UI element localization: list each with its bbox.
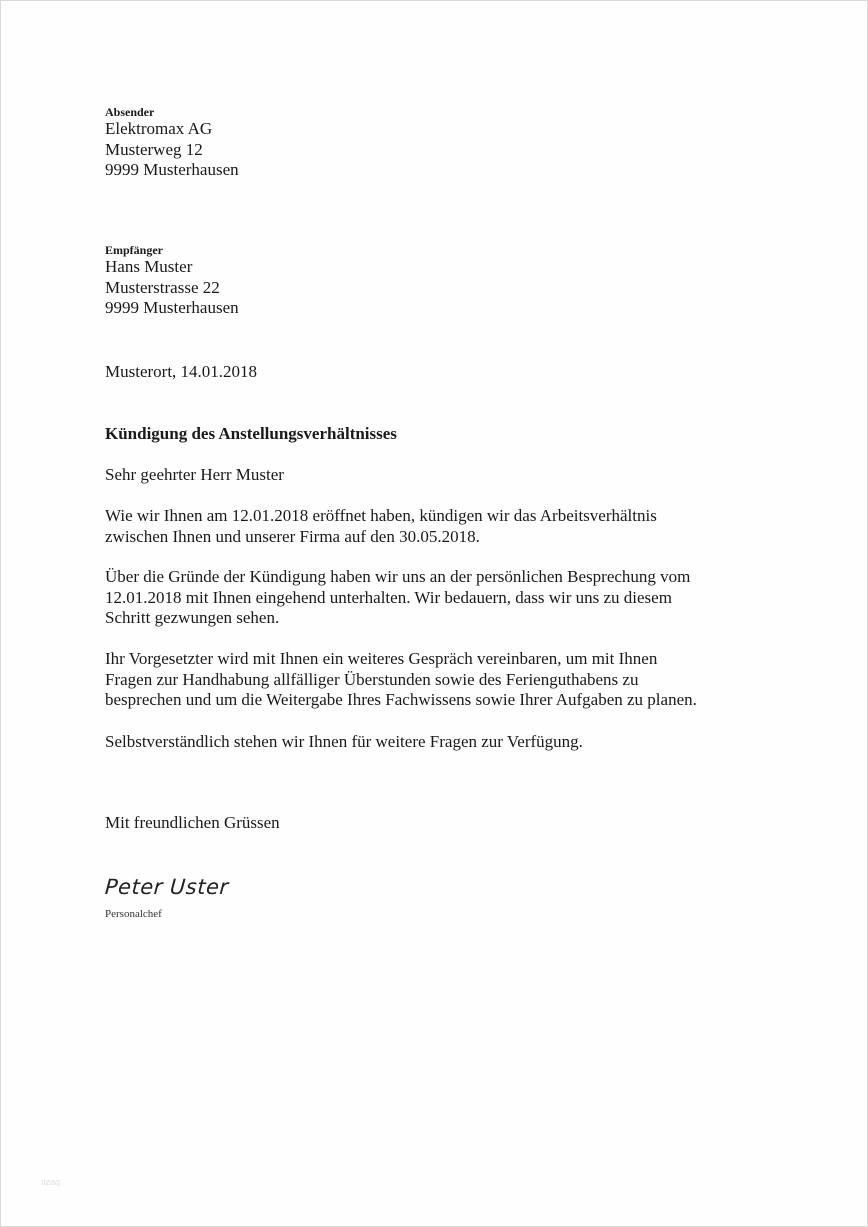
- paragraph-line: Wie wir Ihnen am 12.01.2018 eröffnet haben, kündigen wir das Arbeitsverhältnis: [105, 506, 657, 525]
- handwritten-signature: Peter Uster: [104, 875, 230, 899]
- paragraph-2: [105, 567, 690, 629]
- closing: [105, 813, 280, 834]
- paragraph-3: [105, 649, 697, 711]
- sender-label: Absender: [105, 105, 155, 119]
- paragraph-line: Schritt gezwungen sehen.: [105, 608, 280, 627]
- paragraph-line: Selbstverständlich stehen wir Ihnen für weitere Fragen zur Verfügung.: [105, 732, 583, 751]
- paragraph-4: [105, 732, 583, 753]
- recipient-street: Musterstrasse 22: [105, 277, 220, 297]
- paragraph-line: Ihr Vorgesetzter wird mit Ihnen ein weiteres Gespräch vereinbaren, um mit Ihnen: [105, 649, 658, 668]
- sender-block: [105, 105, 239, 181]
- watermark: tizaq: [41, 1177, 61, 1187]
- date-line: [105, 362, 257, 383]
- recipient-city: 9999 Musterhausen: [105, 298, 239, 317]
- recipient-block: [105, 243, 239, 319]
- salutation-text: Sehr geehrter Herr Muster: [105, 465, 284, 484]
- subject-text: Kündigung des Anstellungsverhältnisses: [105, 424, 397, 443]
- paragraph-line: zwischen Ihnen und unserer Firma auf den 30.05.2018.: [105, 526, 480, 546]
- paragraph-line: besprechen und um die Weitergabe Ihres Fachwissens sowie Ihrer Aufgaben zu planen.: [105, 690, 697, 709]
- paragraph-line: Fragen zur Handhabung allfälliger Überstunden sowie des Ferienguthabens zu: [105, 669, 639, 689]
- recipient-name: Hans Muster: [105, 257, 193, 276]
- sender-street: Musterweg 12: [105, 139, 203, 159]
- recipient-label: Empfänger: [105, 243, 163, 257]
- paragraph-1: [105, 506, 657, 547]
- subject-line: [105, 424, 397, 445]
- paragraph-line: 12.01.2018 mit Ihnen eingehend unterhalten. Wir bedauern, dass wir uns zu diesem: [105, 587, 672, 607]
- sender-company: Elektromax AG: [105, 119, 213, 138]
- date-text: Musterort, 14.01.2018: [105, 362, 258, 381]
- closing-text: Mit freundlichen Grüssen: [105, 813, 280, 832]
- salutation: [105, 465, 284, 486]
- signer-role: Personalchef: [105, 908, 162, 920]
- sender-city: 9999 Musterhausen: [105, 160, 239, 179]
- paragraph-line: Über die Gründe der Kündigung haben wir uns an der persönlichen Besprechung vom: [105, 567, 691, 586]
